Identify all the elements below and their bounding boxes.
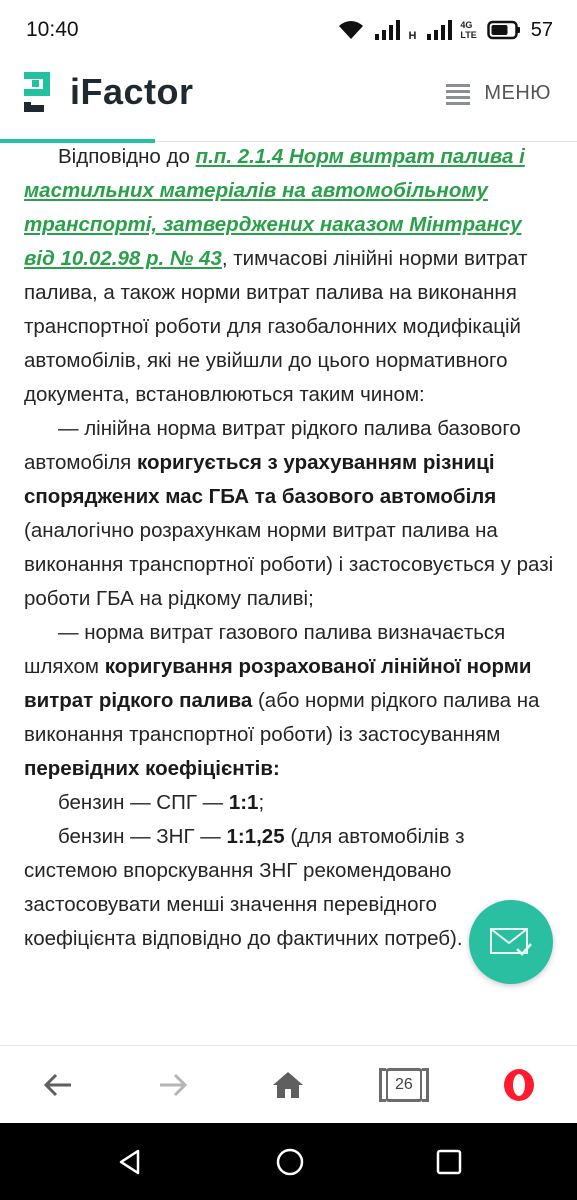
back-arrow-icon (43, 1072, 73, 1098)
browser-toolbar (0, 1045, 577, 1124)
mail-check-icon (489, 925, 533, 959)
logo-text: iFactor (70, 71, 194, 112)
network-type-label: H (408, 29, 417, 42)
logo-mark-icon (22, 68, 62, 116)
regulation-link[interactable]: п.п. 2.1.4 Норм витрат палива і мастильних матеріалів на автомобільному транспорті, затверджених наказом Мінтрансу від 10.02.98 р. № 43 (24, 145, 525, 270)
tabs-icon (385, 1068, 423, 1102)
home-icon (272, 1070, 304, 1100)
nav-home-icon[interactable] (275, 1147, 305, 1177)
opera-menu-button[interactable] (489, 1055, 549, 1115)
forward-arrow-icon (158, 1072, 188, 1098)
forward-button[interactable] (143, 1055, 203, 1115)
home-button[interactable] (258, 1055, 318, 1115)
menu-label: МЕНЮ (484, 82, 551, 104)
article-body (24, 140, 554, 1045)
signal-icon (426, 19, 456, 41)
article-paragraph: бензин — СПГ — 1:1; (58, 791, 265, 814)
system-nav-bar (0, 1123, 577, 1200)
article-paragraph: бензин — ЗНГ — 1:1,25 (для автомобілів з системою впорскування ЗНГ рекомендовано застосовувати менші значення перевідного коефіцієнта відповідно до фактичних потреб). (24, 825, 465, 950)
signal-icon (374, 19, 404, 41)
article-paragraph: — норма витрат газового палива визначається шляхом коригування розрахованої лінійної норми витрат рідкого палива (або норми рідкого палива на виконання транспортної роботи) із застосуванням перевідних коефіцієнтів: (24, 621, 540, 780)
hamburger-icon (446, 83, 472, 105)
nav-back-icon[interactable] (116, 1148, 144, 1176)
back-button[interactable] (28, 1055, 88, 1115)
wifi-icon (338, 19, 364, 41)
tabs-button[interactable] (374, 1055, 434, 1115)
battery-icon (487, 20, 521, 40)
opera-icon (502, 1068, 536, 1102)
tab-count: 26 (394, 1076, 413, 1093)
site-logo[interactable] (22, 68, 194, 116)
contact-fab-button[interactable] (469, 900, 553, 984)
nav-recents-icon[interactable] (436, 1149, 462, 1175)
status-time: 10:40 (26, 18, 79, 41)
battery-level: 57 (530, 18, 553, 41)
article-paragraph: — лінійна норма витрат рідкого палива базового автомобіля коригується з урахуванням різниці споряджених мас ГБА та базового автомобіля (аналогічно розрахункам норми витрат палива на виконання транспортної роботи) і застосовується у разі роботи ГБА на рідкому паливі; (24, 417, 554, 610)
status-bar (0, 0, 577, 60)
network-lte-label: 4G LTE (460, 20, 477, 40)
menu-button[interactable] (446, 82, 551, 105)
status-icons (338, 19, 553, 42)
site-header (0, 60, 577, 144)
article-paragraph: Відповідно до п.п. 2.1.4 Норм витрат палива і мастильних матеріалів на автомобільному транспорті, затверджених наказом Мінтрансу від 10.02.98 р. № 43, тимчасові лінійні норми витрат палива, а також норми витрат палива на виконання транспортної роботи для газобалонних модифікацій автомобілів, які не увійшли до цього нормативного документа, встановлюються таким чином: (24, 145, 528, 406)
